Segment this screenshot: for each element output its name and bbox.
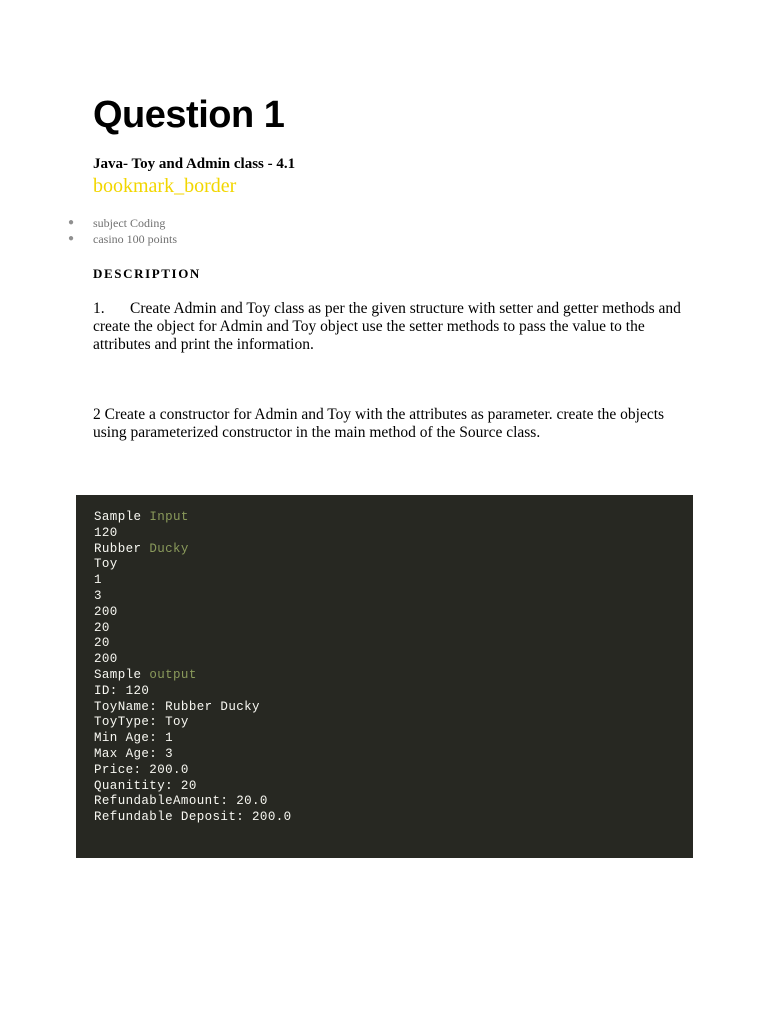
- meta-item-text: casino 100 points: [93, 232, 177, 246]
- code-line: ToyType: Toy: [94, 715, 189, 730]
- code-line: Min Age: 1: [94, 731, 174, 746]
- code-line: 20: [94, 620, 110, 635]
- point-number: 1.: [93, 300, 105, 317]
- code-line: Sample Input: [94, 510, 189, 524]
- code-line: 200: [94, 604, 118, 619]
- description-point-1: [93, 300, 693, 354]
- sample-code-block[interactable]: [76, 495, 693, 858]
- code-line: ID: 120: [94, 683, 150, 698]
- code-line: Max Age: 3: [94, 746, 174, 761]
- code-line: Quanitity: 20: [94, 778, 197, 793]
- meta-item-points: [68, 231, 177, 247]
- bullet-icon: ●: [68, 233, 75, 244]
- code-line: Price: 200.0: [94, 762, 189, 777]
- code-line: Rubber Ducky: [94, 541, 189, 556]
- code-line: 20: [94, 636, 110, 651]
- bullet-icon: ●: [68, 217, 75, 228]
- code-line: 120: [94, 525, 118, 540]
- bookmark-icon[interactable]: bookmark_border: [93, 175, 237, 197]
- code-line: 1: [94, 573, 102, 588]
- point-text: Create Admin and Toy class as per the given structure with setter and getter methods and create the object for Admin and Toy object use the setter methods to pass the value to the attributes and print the information.: [93, 300, 681, 353]
- code-line: RefundableAmount: 20.0: [94, 794, 268, 809]
- code-line: 200: [94, 652, 118, 667]
- code-line: ToyName: Rubber Ducky: [94, 699, 260, 714]
- code-line: Sample output: [94, 667, 197, 682]
- meta-item-text: subject Coding: [93, 216, 166, 230]
- page-title: Question 1: [93, 94, 285, 136]
- code-line: Refundable Deposit: 200.0: [94, 810, 292, 825]
- description-point-2: 2 Create a constructor for Admin and Toy with the attributes as parameter. create the objects using parameterized constructor in the main method of the Source class.: [93, 406, 665, 441]
- question-meta-list: [68, 215, 177, 247]
- description-heading: DESCRIPTION: [93, 266, 201, 281]
- meta-item-subject: [68, 215, 177, 231]
- question-subtitle: Java- Toy and Admin class - 4.1: [93, 156, 296, 172]
- code-line: 3: [94, 588, 102, 603]
- code-line: Toy: [94, 557, 118, 572]
